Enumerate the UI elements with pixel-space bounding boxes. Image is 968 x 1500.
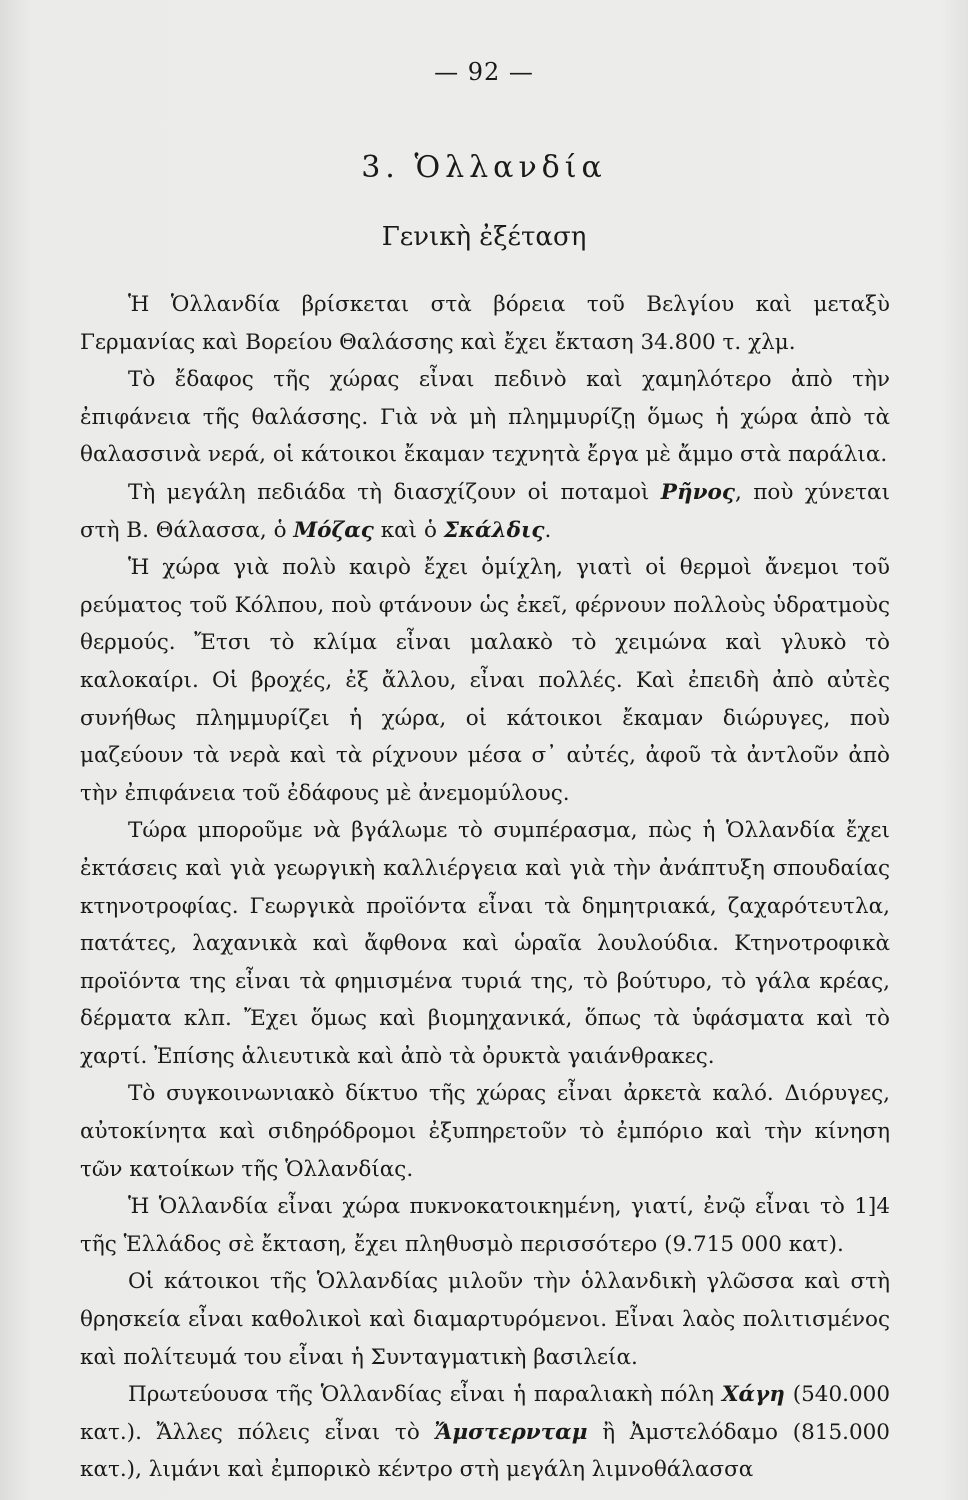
paragraph [80,286,890,361]
text-segment: Τὸ συγκοινωνιακὸ δίκτυο τῆς χώρας εἶναι ἀρκετὰ καλό. Διόρυγες, αὐτοκίνητα καὶ σιδηρόδρομοι ἐξυπηρετοῦν τὸ ἐμπόριο καὶ τὴν κίνηση τῶν κατοίκων τῆς Ὁλλανδίας. [80,1081,890,1182]
page-number: — 92 — [434,58,534,86]
text-segment: Τὸ ἔδαφος τῆς χώρας εἶναι πεδινὸ καὶ χαμηλότερο ἀπὸ τὴν ἐπιφάνεια τῆς θαλάσσης. Γιὰ νὰ μὴ πλημμυρίζῃ ὅμως ἡ χώρα ἀπὸ τὰ θαλασσινὰ νερά, οἱ κάτοικοι ἔκαμαν τεχνητὰ ἔργα μὲ ἄμμο στὰ παράλια. [80,367,890,468]
body-text [80,286,890,1489]
paragraph [80,1263,890,1376]
paragraph [80,1376,890,1489]
text-segment: , ποὺ χύνεται στὴ Β. Θάλασσα, ὁ [80,479,890,543]
text-segment: Τὴ μεγάλη πεδιάδα τὴ διασχίζουν οἱ ποταμοὶ [128,479,661,505]
paragraph [80,549,890,812]
chapter-title: 3. Ὁλλανδία [361,150,607,185]
text-segment: Οἱ κάτοικοι τῆς Ὁλλανδίας μιλοῦν τὴν ὁλλανδικὴ γλῶσσα καὶ στὴ θρησκεία εἶναι καθολικοὶ καὶ διαμαρτυρόμενοι. Εἶναι λαὸς πολιτισμένος καὶ πολίτευμά του εἶναι ἡ Συνταγματικὴ βασιλεία. [80,1269,890,1370]
text-segment: . [544,517,552,543]
text-segment: ἢ Ἀμστελόδαμο (815.000 κατ.), λιμάνι καὶ ἐμπορικὸ κέντρο στὴ μεγάλη λιμνοθάλασσα [80,1419,890,1483]
paragraph [80,1188,890,1263]
emphasized-name: Σκάλδις [443,517,545,543]
text-segment: Τώρα μποροῦμε νὰ βγάλωμε τὸ συμπέρασμα, πὼς ἡ Ὁλλανδία ἔχει ἐκτάσεις καὶ γιὰ γεωργικὴ καλλιέργεια καὶ γιὰ τὴν ἀνάπτυξη σπουδαίας κτηνοτροφίας. Γεωργικὰ προϊόντα εἶναι τὰ δημητριακά, ζαχαρότευτλα, πατάτες, λαχανικὰ καὶ ἄφθονα καὶ ὡραῖα λουλούδια. Κτηνοτροφικὰ προϊόντα της εἶναι τὰ φημισμένα τυριά της, τὸ βούτυρο, τὸ γάλα κρέας, δέρματα κλπ. Ἔχει ὅμως καὶ βιομηχανικά, ὅπως τὰ ὑφάσματα καὶ τὸ χαρτί. Ἐπίσης ἁλιευτικὰ καὶ ἀπὸ τὰ ὀρυκτὰ γαιάνθρακες. [80,818,890,1069]
paragraph [80,474,890,549]
emphasized-name: Ρῆνος [660,479,735,505]
text-segment: Πρωτεύουσα τῆς Ὁλλανδίας εἶναι ἡ παραλιακὴ πόλη [128,1382,722,1408]
paragraph [80,361,890,474]
emphasized-name: Ἄμστερνταμ [434,1419,588,1445]
paragraph [80,812,890,1075]
text-segment: Ἡ Ὁλλανδία βρίσκεται στὰ βόρεια τοῦ Βελγίου καὶ μεταξὺ Γερμανίας καὶ Βορείου Θαλάσσης καὶ ἔχει ἔκταση 34.800 τ. χλμ. [80,292,890,355]
section-title: Γενικὴ ἐξέταση [381,222,587,252]
text-segment: Ἡ χώρα γιὰ πολὺ καιρὸ ἔχει ὁμίχλη, γιατὶ οἱ θερμοὶ ἄνεμοι τοῦ ρεύματος τοῦ Κόλπου, ποὺ φτάνουν ὡς ἐκεῖ, φέρνουν πολλοὺς ὑδρατμοὺς θερμούς. Ἔτσι τὸ κλίμα εἶναι μαλακὸ τὸ χειμώνα καὶ γλυκὸ τὸ καλοκαίρι. Οἱ βροχές, ἐξ ἄλλου, εἶναι πολλές. Καὶ ἐπειδὴ ἀπὸ αὐτὲς συνήθως πλημμυρίζει ἡ χώρα, οἱ κάτοικοι ἔκαμαν διώρυγες, ποὺ μαζεύουν τὰ νερὰ καὶ τὰ ρίχνουν μέσα σ᾽ αὐτές, ἀφοῦ τὰ ἀντλοῦν ἀπὸ τὴν ἐπιφάνεια τοῦ ἐδάφους μὲ ἀνεμομύλους. [80,555,890,806]
text-segment: (540.000 κατ.). Ἄλλες πόλεις εἶναι τὸ [80,1382,890,1445]
text-segment: Ἡ Ὁλλανδία εἶναι χώρα πυκνοκατοικημένη, γιατί, ἐνῷ εἶναι τὸ 1]4 τῆς Ἑλλάδος σὲ ἔκταση, ἔχει πληθυσμὸ περισσότερο (9.715 000 κατ). [80,1194,890,1257]
paragraph [80,1075,890,1188]
emphasized-name: Χάγη [721,1382,785,1408]
emphasized-name: Μόζας [293,517,374,543]
text-segment: καὶ ὁ [373,517,444,543]
